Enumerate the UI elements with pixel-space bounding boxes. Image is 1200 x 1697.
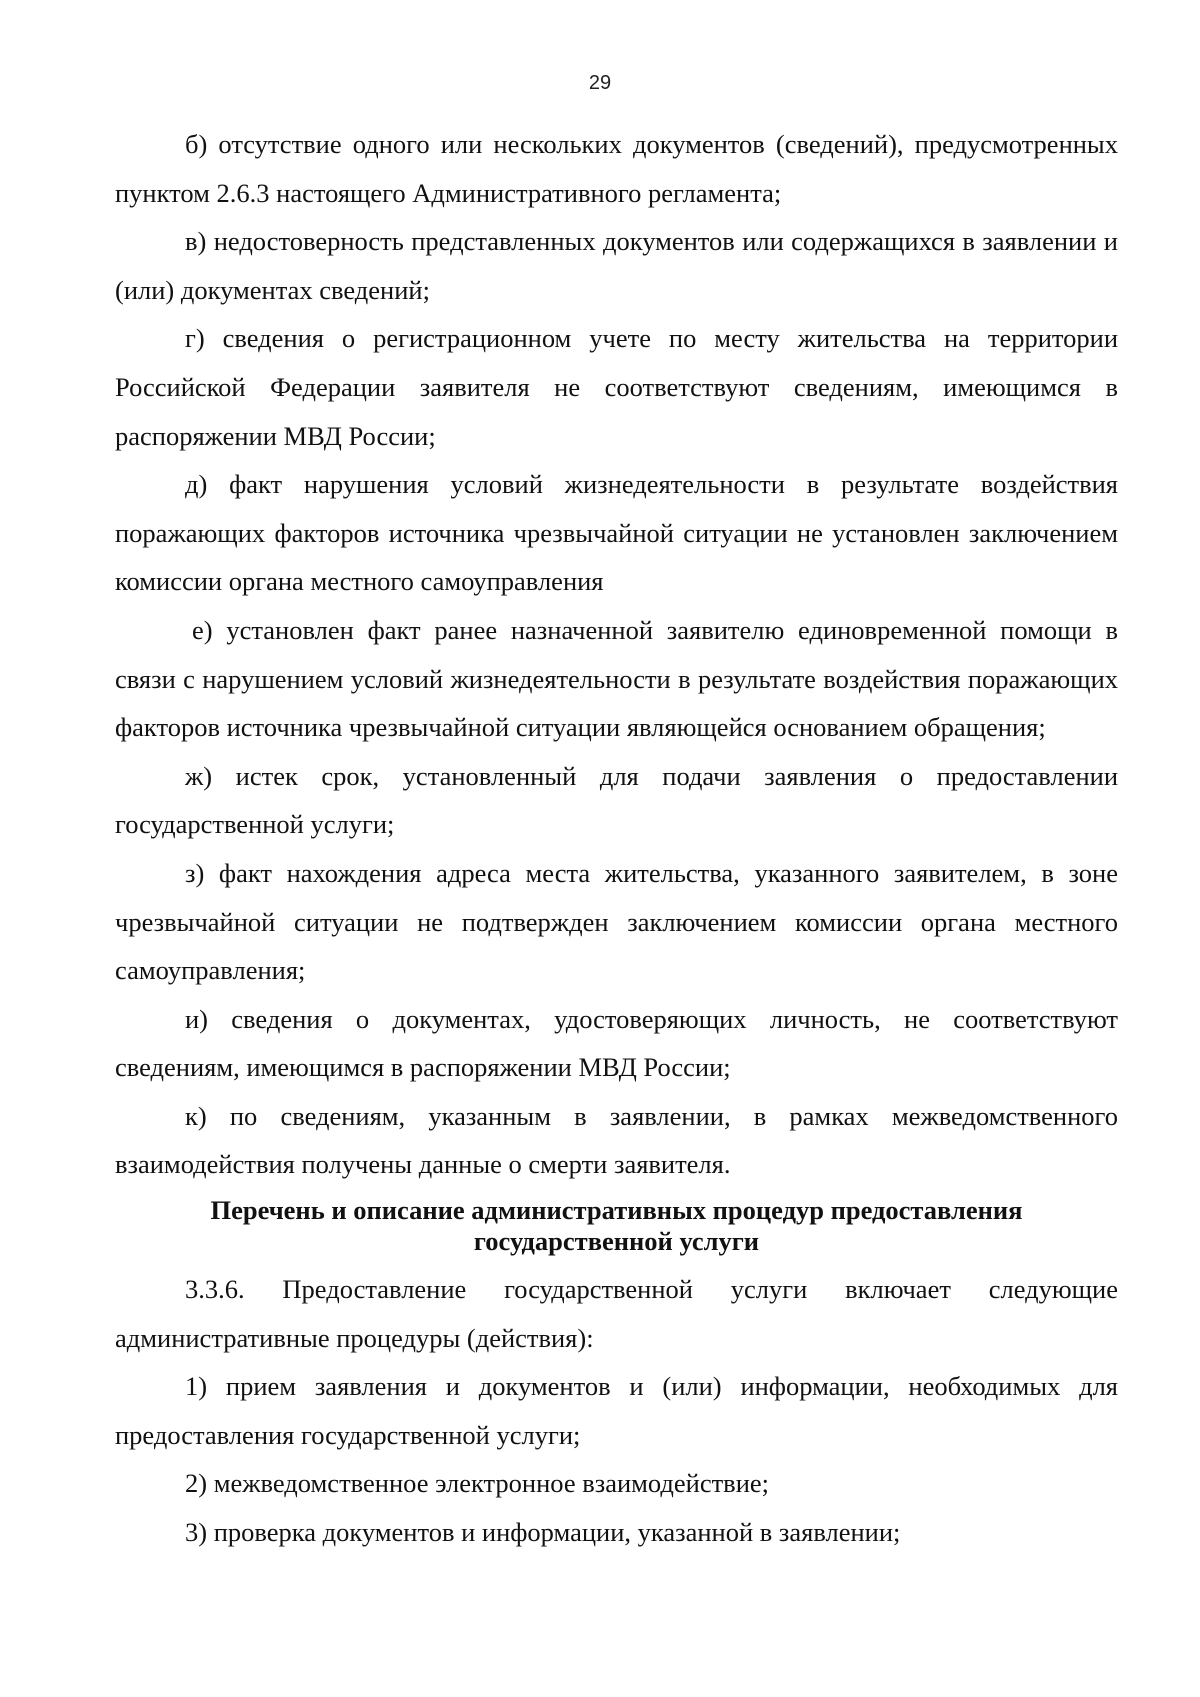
paragraph-zh: ж) истек срок, установленный для подачи заявления о предоставлении государственной услуги; — [115, 760, 1118, 840]
section-heading-line-2: государственной услуги — [473, 1226, 760, 1257]
paragraph-g: г) сведения о регистрационном учете по месту жительства на территории Российской Федерации заявителя не соответствуют сведениям, имеющимся в распоряжении МВД России; — [115, 323, 1118, 451]
paragraph-z: з) факт нахождения адреса места жительства, указанного заявителем, в зоне чрезвычайной ситуации не подтвержден заключением комиссии органа местного самоуправления; — [115, 857, 1118, 986]
paragraph-k: к) по сведениям, указанным в заявлении, в рамках межведомственного взаимодействия получены данные о смерти заявителя. — [115, 1100, 1118, 1180]
procedure-item-1: 1) прием заявления и документов и (или) информации, необходимых для предоставления государственной услуги; — [115, 1371, 1118, 1450]
paragraph-v: в) недостоверность представленных документов или содержащихся в заявлении и (или) документах сведений; — [115, 226, 1118, 305]
section-heading — [115, 1195, 1118, 1257]
paragraph-b: б) отсутствие одного или нескольких документов (сведений), предусмотренных пунктом 2.6.3 настоящего Административного регламента; — [115, 129, 1118, 208]
paragraph-d: д) факт нарушения условий жизнедеятельности в результате воздействия поражающих факторов источника чрезвычайной ситуации не установлен заключением комиссии органа местного самоуправления — [115, 469, 1118, 597]
procedure-item-2: 2) межведомственное электронное взаимодействие; — [185, 1468, 769, 1499]
page-number: 29 — [588, 72, 612, 94]
section-heading-line-1: Перечень и описание административных процедур предоставления — [210, 1195, 1023, 1226]
document-body — [115, 120, 1118, 1557]
paragraph-i: и) сведения о документах, удостоверяющих личность, не соответствуют сведениям, имеющимся в распоряжении МВД России; — [115, 1003, 1118, 1083]
procedure-item-3: 3) проверка документов и информации, указанной в заявлении; — [185, 1517, 901, 1548]
paragraph-3-3-6: 3.3.6. Предоставление государственной услуги включает следующие административные процедуры (действия): — [115, 1274, 1118, 1353]
paragraph-e: е) установлен факт ранее назначенной заявителю единовременной помощи в связи с нарушением условий жизнедеятельности в результате воздействия поражающих факторов источника чрезвычайной ситуации являющейся основанием обращения; — [115, 614, 1118, 743]
